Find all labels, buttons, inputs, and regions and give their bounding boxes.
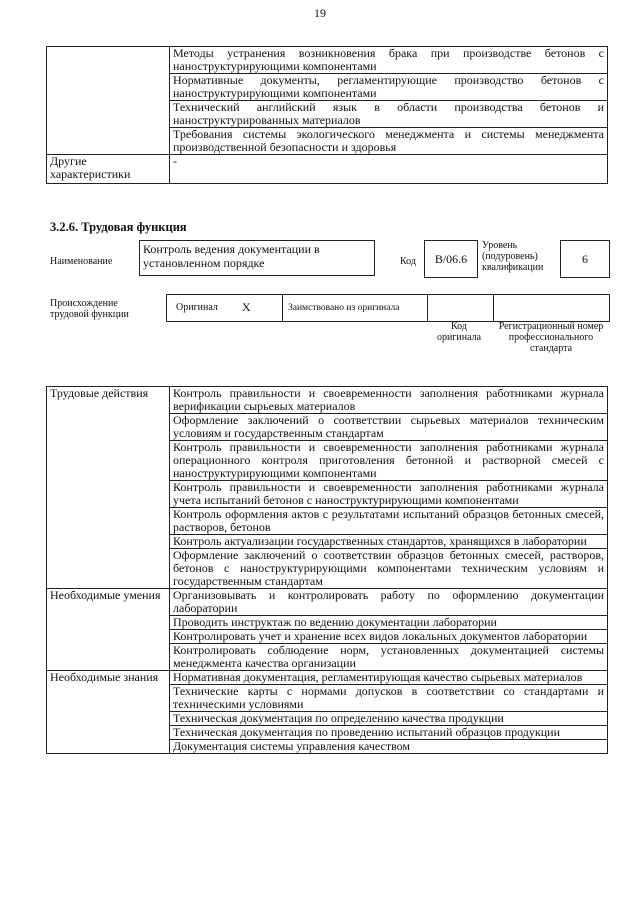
- function-name: Контроль ведения документации в установленном порядке: [139, 240, 375, 276]
- divider: [282, 295, 283, 321]
- row-label: Трудовые действия: [47, 387, 170, 589]
- function-code: B/06.6: [424, 240, 478, 278]
- row-label: Необходимые знания: [47, 671, 170, 754]
- borrowed-label: Заимствовано из оригинала: [288, 303, 400, 313]
- row-label: Необходимые умения: [47, 589, 170, 671]
- table-row: [47, 387, 608, 414]
- divider: [493, 295, 494, 321]
- table-cell: Контроль правильности и своевременности заполнения работниками журнала верификации сырьевых материалов: [170, 387, 608, 414]
- origin-box: [166, 294, 610, 322]
- table-cell: Контроль правильности и своевременности заполнения работниками журнала операционного контроля приготовления бетонной и растворной смесей с наноструктурирующими компонентами: [170, 441, 608, 481]
- table-cell: Контроль актуализации государственных стандартов, хранящихся в лаборатории: [170, 535, 608, 549]
- table-cell: Контролировать учет и хранение всех видов локальных документов лаборатории: [170, 630, 608, 644]
- section-heading: 3.2.6. Трудовая функция: [50, 220, 187, 234]
- top-table: [46, 46, 608, 184]
- table-cell: Оформление заключений о соответствии образцов бетонных смесей, растворов, бетонов с наноструктурирующими компонентами техническим условиям и государственным стандартам: [170, 549, 608, 589]
- table-row: [47, 671, 608, 685]
- code-caption: Код оригинала: [436, 321, 482, 343]
- table-row: [47, 155, 608, 184]
- row-label: Другие характеристики: [47, 155, 170, 184]
- code-label: Код: [400, 256, 416, 267]
- table-cell: Технические карты с нормами допусков в соответствии со стандартами и техническими условиями: [170, 685, 608, 712]
- table-cell: Оформление заключений о соответствии сырьевых материалов техническим условиям и государственным стандартам: [170, 414, 608, 441]
- table-cell: Нормативные документы, регламентирующие производство бетонов с наноструктурирующими компонентами: [170, 74, 608, 101]
- table-cell: Нормативная документация, регламентирующая качество сырьевых материалов: [170, 671, 608, 685]
- table-row: [47, 589, 608, 616]
- table-cell: Методы устранения возникновения брака при производстве бетонов с наноструктурирующими компонентами: [170, 47, 608, 74]
- main-table: [46, 386, 608, 754]
- table-cell: Контроль оформления актов с результатами испытаний образцов бетонных смесей, растворов, бетонов: [170, 508, 608, 535]
- original-mark: X: [242, 300, 251, 314]
- reg-caption: Регистрационный номер профессионального стандарта: [498, 321, 604, 354]
- table-cell: Проводить инструктаж по ведению документации лаборатории: [170, 616, 608, 630]
- original-label: Оригинал: [176, 302, 218, 313]
- table-cell: Организовывать и контролировать работу по оформлению документации лаборатории: [170, 589, 608, 616]
- table-cell: -: [170, 155, 608, 184]
- table-cell: Документация системы управления качеством: [170, 740, 608, 754]
- page-number: 19: [314, 6, 326, 20]
- divider: [427, 295, 428, 321]
- table-cell: Контролировать соблюдение норм, установленных документацией системы менеджмента качества организации: [170, 644, 608, 671]
- table-cell: Требования системы экологического менеджмента и системы менеджмента производственной безопасности и здоровья: [170, 128, 608, 155]
- table-cell: Технический английский язык в области производства бетонов и наноструктурированных материалов: [170, 101, 608, 128]
- row-label: [47, 47, 170, 155]
- table-row: [47, 47, 608, 74]
- table-cell: Техническая документация по проведению испытаний образцов продукции: [170, 726, 608, 740]
- level-label: Уровень (подуровень) квалификации: [482, 240, 544, 273]
- origin-label: Происхождение трудовой функции: [50, 298, 129, 320]
- table-cell: Контроль правильности и своевременности заполнения работниками журнала учета испытаний бетонов с наноструктурирующими компонентами: [170, 481, 608, 508]
- level-value: 6: [560, 240, 610, 278]
- table-cell: Техническая документация по определению качества продукции: [170, 712, 608, 726]
- name-label: Наименование: [50, 256, 113, 267]
